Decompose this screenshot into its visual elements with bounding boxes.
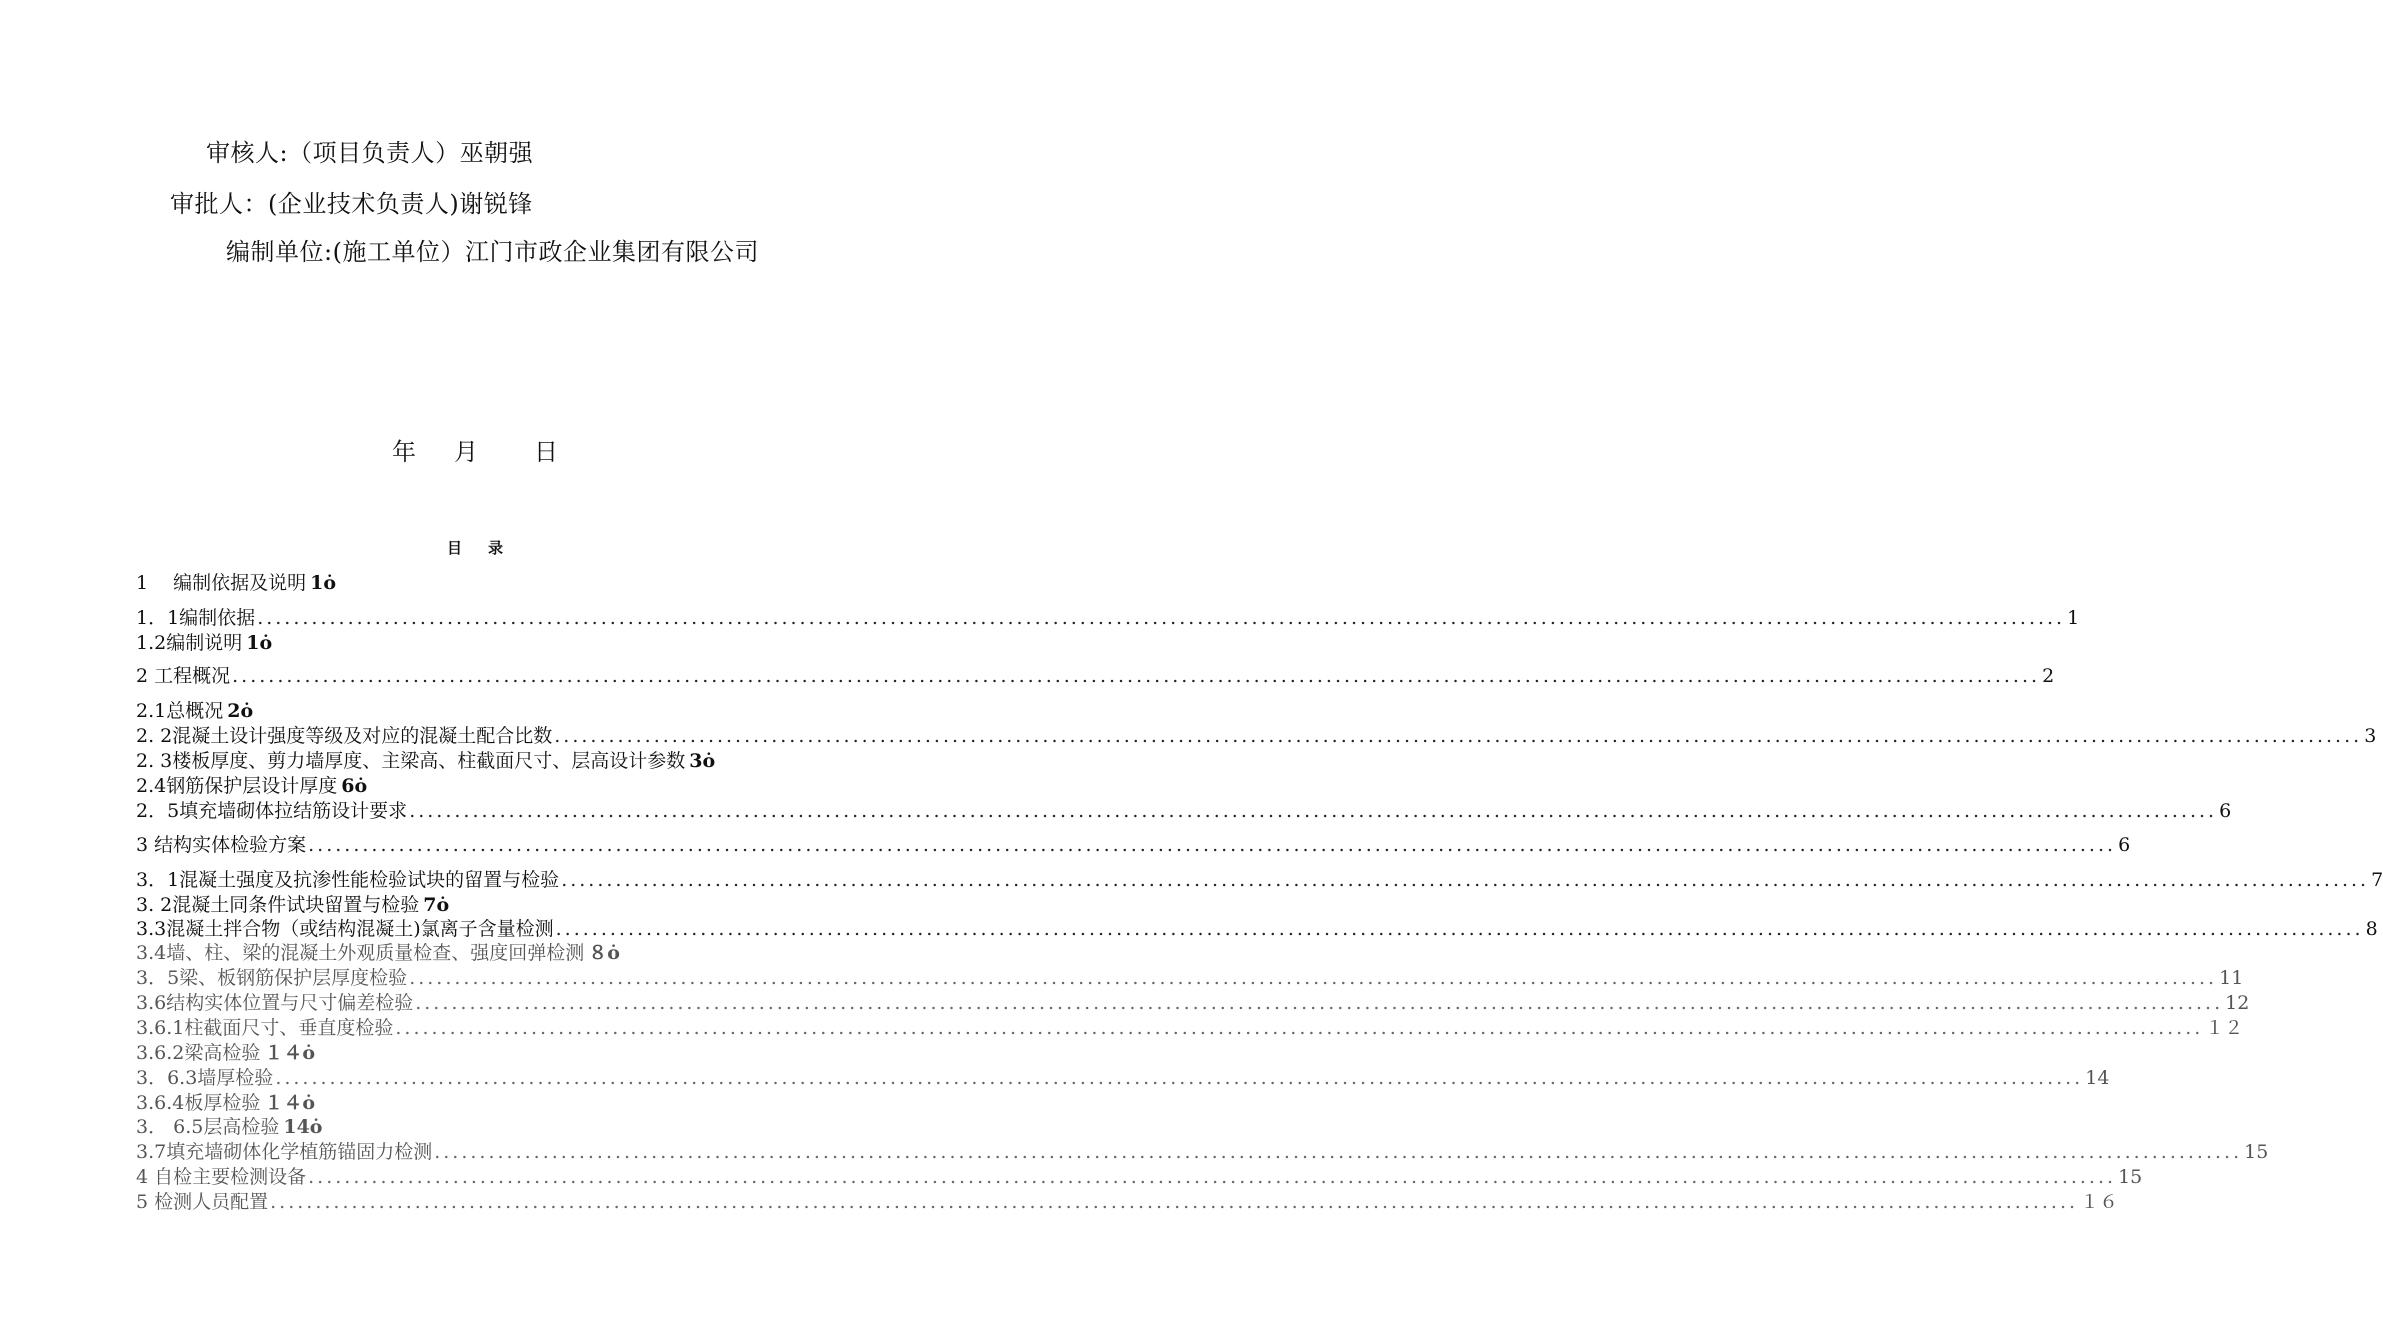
toc-entry-title: 3.6.4板厚检验 xyxy=(136,1092,261,1114)
toc-entry-page: 1ȯ xyxy=(246,632,273,654)
toc-entry[interactable] xyxy=(136,1063,2110,1089)
toc-entry-title: 3． 6.5层高检验 xyxy=(136,1116,280,1138)
toc-leader-dots: ........................................................................................................................................................................................................ xyxy=(308,834,2117,856)
toc-entry-page: １２ xyxy=(2205,1017,2244,1039)
toc-entry-title: 2 工程概况 xyxy=(136,665,231,687)
toc-entry-page: 3 xyxy=(2364,725,2377,747)
toc-leader-dots: ........................................................................................................................................................................................................ xyxy=(257,607,2066,629)
toc-entry[interactable] xyxy=(136,661,2055,687)
toc-entry-page: 8 xyxy=(2365,918,2378,940)
toc-entry[interactable] xyxy=(136,1112,800,1138)
toc-entry[interactable] xyxy=(136,988,2250,1014)
toc-entry-title: 1.2编制说明 xyxy=(136,632,243,654)
toc-entry-title: 3．5梁、板钢筋保护层厚度检验 xyxy=(136,967,408,989)
reviewer-line: 审核人:（项目负责人）巫朝强 xyxy=(206,139,534,167)
toc-entry-page: １４ȯ xyxy=(264,1092,316,1114)
toc-entry[interactable] xyxy=(136,1137,2269,1163)
toc-entry-page: 14ȯ xyxy=(283,1116,323,1138)
toc-entry[interactable] xyxy=(136,568,800,594)
toc-leader-dots: ........................................................................................................................................................................................................ xyxy=(409,967,2218,989)
toc-leader-dots: ........................................................................................................................................................................................................ xyxy=(434,1141,2243,1163)
toc-leader-dots: ........................................................................................................................................................................................................ xyxy=(415,992,2224,1014)
toc-entry-title: 3.6.1柱截面尺寸、垂直度检验 xyxy=(136,1017,394,1039)
toc-entry-title: 2.1总概况 xyxy=(136,700,224,722)
toc-entry[interactable] xyxy=(136,865,2383,891)
toc-leader-dots: ........................................................................................................................................................................................................ xyxy=(555,918,2364,940)
toc-entry-title: 1 编制依据及说明 xyxy=(136,572,307,594)
toc-entry-page: 2ȯ xyxy=(227,700,254,722)
toc-entry-page: 12 xyxy=(2225,992,2250,1014)
toc-entry-page: 11 xyxy=(2219,967,2244,989)
approver-line: 审批人：(企业技术负责人)谢锐锋 xyxy=(170,190,533,218)
toc-entry[interactable] xyxy=(136,1088,800,1114)
toc-entry-title: 3．1混凝土强度及抗渗性能检验试块的留置与检验 xyxy=(136,869,560,891)
toc-entry[interactable] xyxy=(136,628,800,654)
toc-entry[interactable] xyxy=(136,746,800,772)
toc-entry-title: 1．1编制依据 xyxy=(136,607,256,629)
compiling-unit-line: 编制单位:(施工单位）江门市政企业集团有限公司 xyxy=(226,238,759,266)
toc-entry-title: 3.6.2梁高检验 xyxy=(136,1042,261,1064)
toc-entry[interactable] xyxy=(136,1038,800,1064)
toc-entry-title: 3. 2混凝土同条件试块留置与检验 xyxy=(136,894,420,916)
toc-entry[interactable] xyxy=(136,721,2377,747)
toc-entry-title: 2. 3楼板厚度、剪力墙厚度、主梁高、柱截面尺寸、层高设计参数 xyxy=(136,750,686,772)
toc-entry-page: 3ȯ xyxy=(689,750,716,772)
toc-entry-title: 2. 2混凝土设计强度等级及对应的混凝土配合比数 xyxy=(136,725,553,747)
toc-entry-page: １６ xyxy=(2080,1191,2119,1213)
toc-entry[interactable] xyxy=(136,890,800,916)
date-year: 年 xyxy=(392,438,416,466)
toc-entry[interactable] xyxy=(136,1013,2244,1039)
date-line xyxy=(0,432,950,467)
toc-entry[interactable] xyxy=(136,603,2080,629)
toc-entry-title: 2．5填充墙砌体拉结筋设计要求 xyxy=(136,800,408,822)
toc-entry-title: 3 结构实体检验方案 xyxy=(136,834,307,856)
toc-entry[interactable] xyxy=(136,1162,2143,1188)
toc-leader-dots: ........................................................................................................................................................................................................ xyxy=(561,869,2370,891)
toc-entry[interactable] xyxy=(136,771,800,797)
toc-entry[interactable] xyxy=(136,696,800,722)
toc-entry[interactable] xyxy=(136,830,2131,856)
toc-entry-page: 1 xyxy=(2067,607,2080,629)
toc-entry[interactable] xyxy=(136,938,800,964)
toc-leader-dots: ........................................................................................................................................................................................................ xyxy=(275,1067,2084,1089)
toc-entry-page: 15 xyxy=(2118,1166,2143,1188)
toc-leader-dots: ........................................................................................................................................................................................................ xyxy=(308,1166,2117,1188)
toc-leader-dots: ........................................................................................................................................................................................................ xyxy=(409,800,2218,822)
toc-entry-page: 7 xyxy=(2371,869,2383,891)
toc-leader-dots: ........................................................................................................................................................................................................ xyxy=(232,665,2041,687)
toc-title: 目录 xyxy=(446,539,529,557)
toc-leader-dots: ........................................................................................................................................................................................................ xyxy=(395,1017,2204,1039)
toc-entry-title: 4 自检主要检测设备 xyxy=(136,1166,307,1188)
toc-entry[interactable] xyxy=(136,796,2232,822)
toc-entry[interactable] xyxy=(136,963,2244,989)
toc-entry-title: 3.4墙、柱、梁的混凝土外观质量检查、强度回弹检测 xyxy=(136,942,585,964)
date-month: 月 xyxy=(454,438,478,466)
toc-entry-page: １４ȯ xyxy=(264,1042,316,1064)
toc-entry-page: ８ȯ xyxy=(588,942,620,964)
toc-entry-title: 3.7填充墙砌体化学植筋锚固力检测 xyxy=(136,1141,433,1163)
toc-entry-page: 6 xyxy=(2118,834,2131,856)
toc-entry-page: 2 xyxy=(2042,665,2055,687)
toc-entry-page: 14 xyxy=(2085,1067,2110,1089)
toc-entry-page: 6 xyxy=(2219,800,2232,822)
toc-entry-title: 5 检测人员配置 xyxy=(136,1191,269,1213)
toc-leader-dots: ........................................................................................................................................................................................................ xyxy=(554,725,2363,747)
toc-entry-title: 3.6结构实体位置与尺寸偏差检验 xyxy=(136,992,414,1014)
toc-entry-title: 3．6.3墙厚检验 xyxy=(136,1067,274,1089)
toc-entry-title: 3.3混凝土拌合物（或结构混凝土)氯离子含量检测 xyxy=(136,918,554,940)
date-day: 日 xyxy=(534,438,558,466)
toc-entry-page: 1ȯ xyxy=(310,572,337,594)
toc-entry-title: 2.4钢筋保护层设计厚度 xyxy=(136,775,338,797)
toc-entry-page: 6ȯ xyxy=(341,775,368,797)
toc-entry[interactable] xyxy=(136,1187,2119,1213)
toc-leader-dots: ........................................................................................................................................................................................................ xyxy=(270,1191,2079,1213)
toc-entry-page: 7ȯ xyxy=(423,894,450,916)
toc-entry-page: 15 xyxy=(2244,1141,2269,1163)
toc-entry[interactable] xyxy=(136,914,2378,940)
